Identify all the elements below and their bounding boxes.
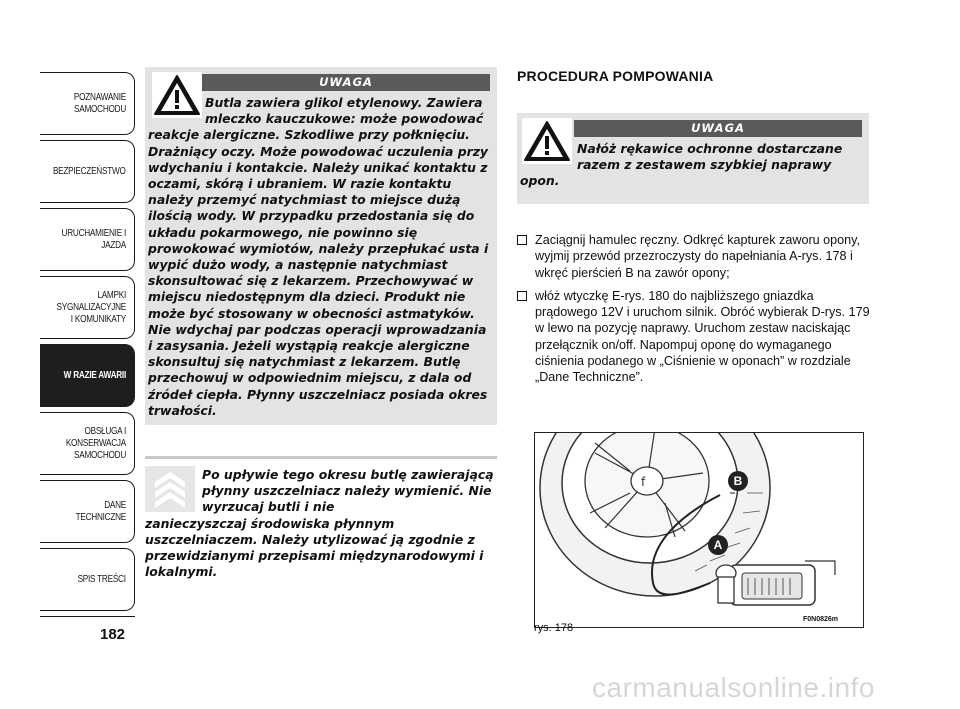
svg-text:f: f	[641, 475, 646, 489]
step-text: włóż wtyczkę E-rys. 180 do najbliższego gniazdka prądowego 12V i uruchom silnik. Obróć wybierak D-rys. 179 w lewo na pozycję naprawy. Uruchom zestaw naciskając przełącznik on/off. Napompuj oponę do wymaganego ciśnienia podanego w „Ciśnienie w oponach” w rozdziale „Dane Techniczne”.	[535, 288, 870, 385]
tab-dane-techniczne[interactable]	[40, 480, 135, 543]
eco-note-text	[145, 467, 495, 580]
callout-a: A	[713, 538, 723, 552]
tab-obsluga-i-konserwacja[interactable]	[40, 412, 135, 475]
warning-left-text	[148, 95, 494, 419]
eco-note-lead: Po upływie tego okresu butlę zawierającą płynny uszczelniacz należy wymienić. Nie wyrzucaj butli i nie	[202, 467, 494, 515]
tab-w-razie-awarii[interactable]	[40, 344, 135, 407]
tab-lampki-sygnalizacyjne[interactable]	[40, 276, 135, 339]
tire-compressor-illustration	[535, 433, 864, 628]
tab-label: DANE TECHNICZNE	[75, 499, 126, 523]
tab-uruchamienie-i-jazda[interactable]	[40, 208, 135, 271]
tab-label: OBSŁUGA I KONSERWACJA SAMOCHODU	[65, 425, 126, 461]
page-number: 182	[100, 626, 126, 643]
checkbox-bullet-icon	[517, 235, 527, 245]
figure-code: F0N0826m	[803, 616, 839, 623]
list-item	[517, 288, 872, 386]
sidebar-divider	[40, 616, 135, 617]
warning-left-rest: reakcje alergiczne. Szkodliwe przy połknięciu. Drażniący oczy. Może powodować uczulenia przy wdychaniu i kontakcie. Należy unikać kontaktu z oczami, skórą i ubraniem. W razie kontaktu należy przemyć natychmiast to miejsce dużą ilością wody. W przypadku przedostania się do układu pokarmowego, nie powinno się prowokować wymiotów, należy przepłukać usta i wypić dużo wody, a następnie natychmiast skonsultować się z lekarzem. Przechowywać w miejscu niedostępnym dla dzieci. Produkt nie może być stosowany w obecności astmatyków. Nie wdychaj par podczas operacji wprowadzania i zasysania. Jeżeli wystąpią reakcje alergiczne skonsultuj się natychmiast z lekarzem. Butlę przechowuj w odpowiednim miejscu, z dala od źródeł ciepła. Płynny uszczelniacz posiada okres trwałości.	[148, 127, 489, 418]
list-item	[517, 232, 872, 281]
warning-header: UWAGA	[574, 120, 862, 137]
tab-spis-tresci[interactable]	[40, 548, 135, 611]
warning-right-lead: Nałóż rękawice ochronne dostarczane razem z zestawem szybkiej naprawy	[577, 141, 843, 173]
callout-b: B	[733, 474, 743, 488]
warning-box-left	[145, 67, 497, 425]
figure-178	[534, 432, 864, 628]
tab-bezpieczenstwo[interactable]	[40, 140, 135, 203]
step-text: Zaciągnij hamulec ręczny. Odkręć kapturek zaworu opony, wyjmij przewód przezroczysty do napełniania A-rys. 178 i wkręć pierścień B na zawór opony;	[535, 233, 861, 280]
tab-label: BEZPIECZEŃSTWO	[53, 165, 126, 177]
eco-note-rest: zanieczyszczaj środowiska płynnym uszczelniaczem. Należy utylizować ją zgodnie z przewidzianymi przepisami międzynarodowymi i lokalnymi.	[145, 515, 484, 580]
eco-note	[145, 456, 497, 594]
procedure-steps	[517, 232, 872, 393]
tab-label: SPIS TREŚCI	[77, 573, 126, 585]
figure-caption: rys. 178	[534, 622, 574, 634]
tab-label: URUCHAMIENIE I JAZDA	[61, 227, 126, 251]
warning-right-text	[520, 141, 866, 190]
tab-poznawanie-samochodu[interactable]	[40, 72, 135, 135]
warning-right-rest: opon.	[520, 173, 560, 189]
checkbox-bullet-icon	[517, 291, 527, 301]
tab-label: W RAZIE AWARII	[63, 369, 126, 381]
section-title: PROCEDURA POMPOWANIA	[517, 68, 714, 84]
watermark: carmanualsonline.info	[592, 672, 875, 703]
tab-label: POZNAWANIE SAMOCHODU	[73, 91, 126, 115]
warning-box-right	[517, 113, 869, 204]
warning-left-lead: Butla zawiera glikol etylenowy. Zawiera mleczko kauczukowe: może powodować	[205, 95, 484, 127]
warning-header: UWAGA	[202, 74, 490, 91]
tab-label: LAMPKI SYGNALIZACYJNE I KOMUNIKATY	[56, 289, 127, 325]
